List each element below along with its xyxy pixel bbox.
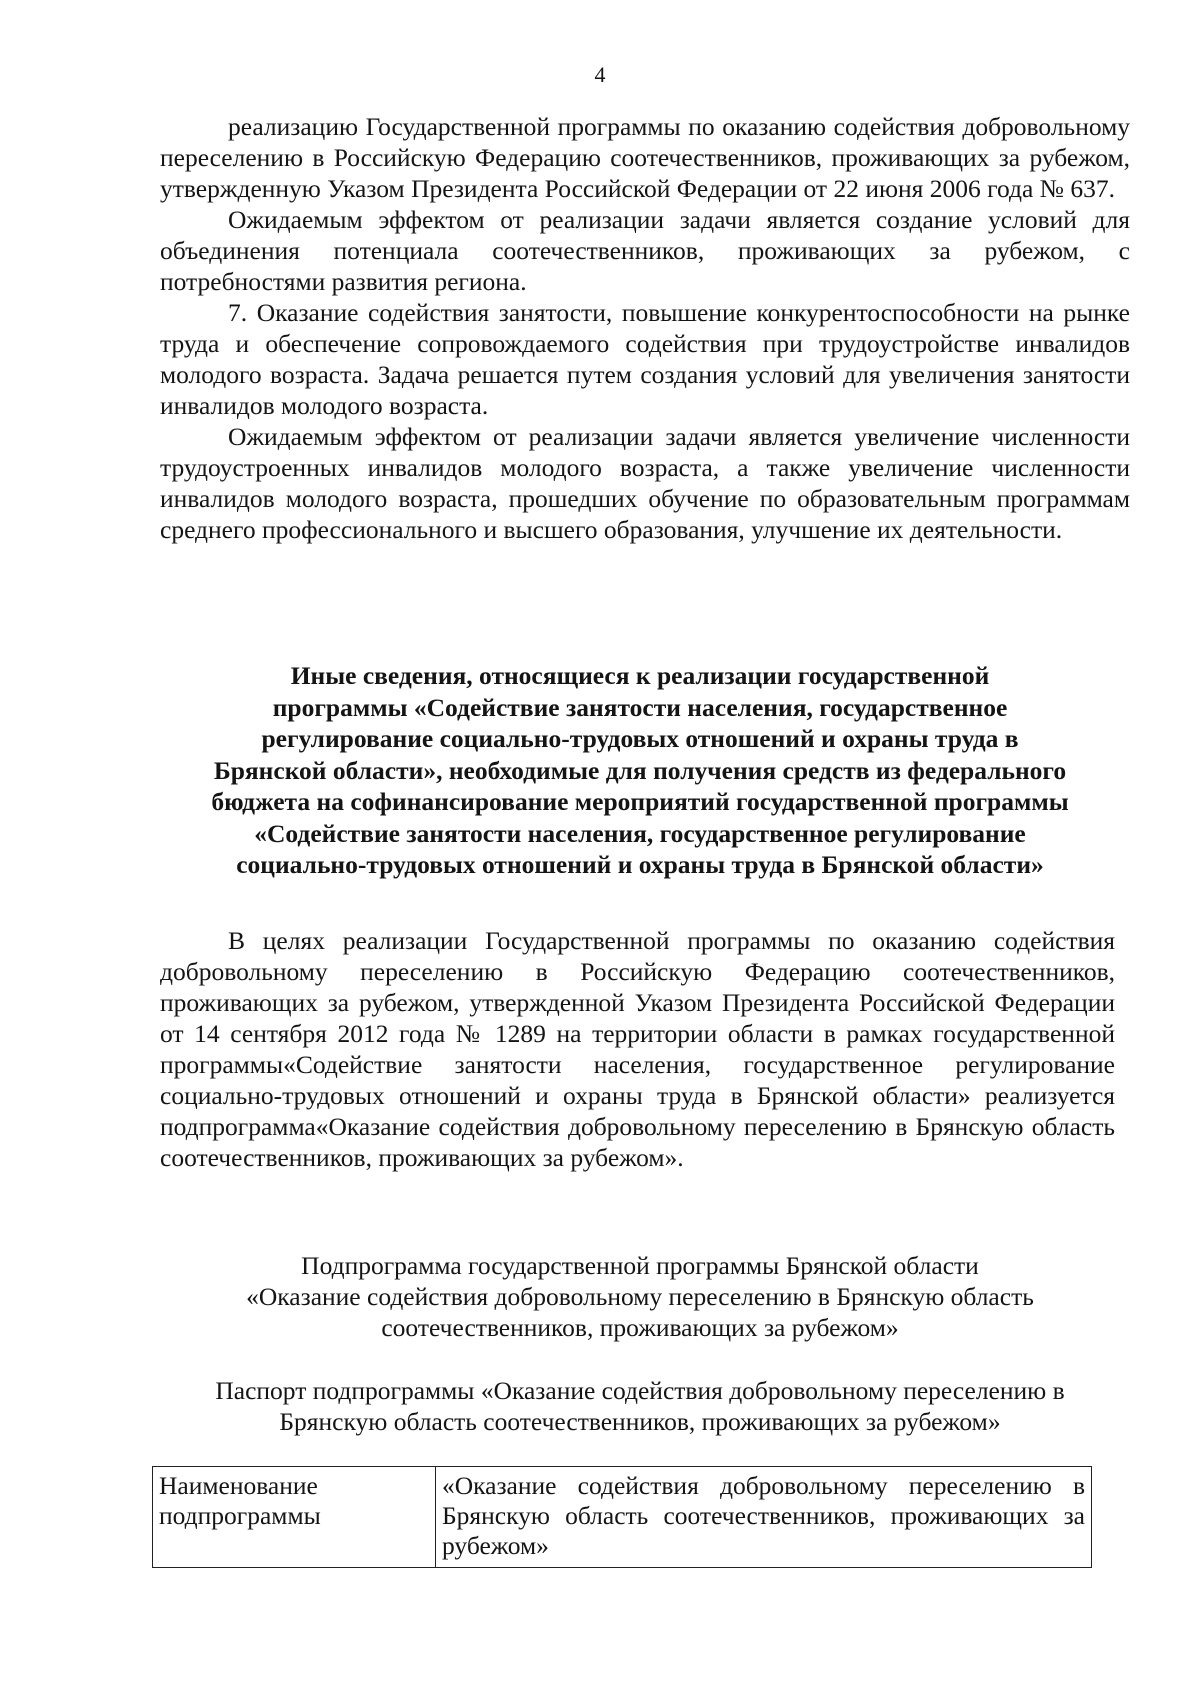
section-heading-line: «Содействие занятости населения, государственное регулирование bbox=[254, 818, 1026, 848]
section-heading-line: программы «Содействие занятости населения, государственное bbox=[272, 692, 1008, 722]
table-row bbox=[153, 1467, 1092, 1568]
intro-paragraph-4: Ожидаемым эффектом от реализации задачи является увеличение численности трудоустроенных инвалидов молодого возраста, а также увеличение численности инвалидов молодого возраста, прошедших обучение по образовательным программам среднего профессионального и высшего образования, улучшение их деятельности. bbox=[160, 422, 1130, 544]
passport-title-line: Паспорт подпрограммы «Оказание содействия добровольному переселению в bbox=[215, 1376, 1065, 1405]
section-heading-line: регулирование социально-трудовых отношений и охраны труда в bbox=[261, 724, 1019, 753]
passport-value-cell: «Оказание содействия добровольному переселению в Брянскую область соотечественников, проживающих за рубежом» bbox=[436, 1467, 1092, 1568]
subprogram-title-line: «Оказание содействия добровольному переселению в Брянскую область bbox=[246, 1282, 1034, 1311]
intro-paragraph-1: реализацию Государственной программы по оказанию содействия добровольному переселению в Российскую Федерацию соотечественников, проживающих за рубежом, утвержденную Указом Президента Российской Федерации от 22 июня 2006 года № 637. bbox=[160, 112, 1130, 203]
intro-text bbox=[160, 111, 1130, 545]
passport-table bbox=[152, 1466, 1092, 1568]
section-heading-line: социально-трудовых отношений и охраны труда в Брянской области» bbox=[236, 850, 1044, 879]
body-text bbox=[160, 925, 1115, 1173]
intro-paragraph-2: Ожидаемым эффектом от реализации задачи является создание условий для объединения потенциала соотечественников, проживающих за рубежом, с потребностями развития региона. bbox=[160, 205, 1130, 296]
passport-label-cell: Наименование подпрограммы bbox=[153, 1467, 436, 1568]
intro-paragraph-3: 7. Оказание содействия занятости, повышение конкурентоспособности на рынке труда и обеспечение сопровождаемого содействия при трудоустройстве инвалидов молодого возраста. Задача решается путем создания условий для увеличения занятости инвалидов молодого возраста. bbox=[160, 298, 1130, 420]
section-heading bbox=[150, 660, 1130, 881]
subprogram-title-line: соотечественников, проживающих за рубежом» bbox=[381, 1313, 899, 1342]
subprogram-title-line: Подпрограмма государственной программы Брянской области bbox=[301, 1251, 979, 1280]
passport-title bbox=[150, 1375, 1130, 1437]
subprogram-title bbox=[150, 1250, 1130, 1343]
section-heading-line: Брянской области», необходимые для получения средств из федерального bbox=[213, 755, 1067, 785]
section-heading-line: бюджета на софинансирование мероприятий государственной программы bbox=[211, 787, 1069, 816]
section-heading-line: Иные сведения, относящиеся к реализации государственной bbox=[290, 661, 990, 690]
passport-title-line: Брянскую область соотечественников, проживающих за рубежом» bbox=[279, 1407, 1001, 1436]
body-paragraph: В целях реализации Государственной программы по оказанию содействия добровольному переселению в Российскую Федерацию соотечественников, проживающих за рубежом, утвержденной Указом Президента Российской Федерации от 14 сентября 2012 года № 1289 на территории области в рамках государственной программы«Содействие занятости населения, государственное регулирование социально-трудовых отношений и охраны труда в Брянской области» реализуется подпрограмма«Оказание содействия добровольному переселению в Брянскую область соотечественников, проживающих за рубежом». bbox=[160, 926, 1115, 1172]
page-number: 4 bbox=[594, 62, 606, 87]
